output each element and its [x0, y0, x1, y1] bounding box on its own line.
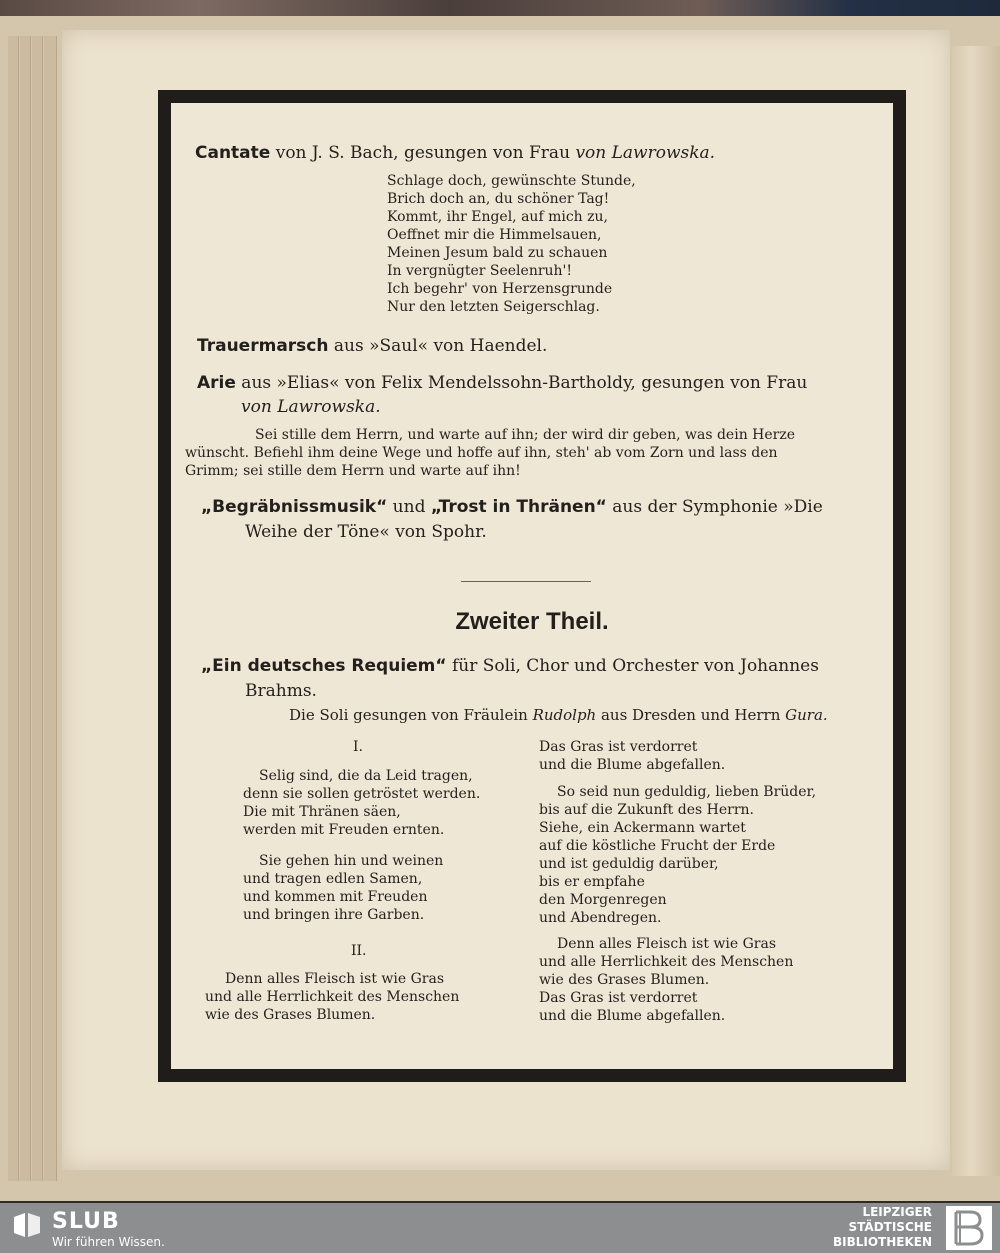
movement-number: I.: [353, 739, 363, 755]
slub-logo-icon: [12, 1211, 42, 1239]
movement-number: II.: [351, 943, 367, 959]
part-title: Zweiter Theil.: [455, 608, 609, 635]
spohr-line2: Weihe der Töne« von Spohr.: [245, 522, 487, 542]
footer-bar: [0, 1203, 1000, 1253]
program-content: Cantate von J. S. Bach, gesungen von Frau von Lawrowska. Schlage doch, gewünschte Stunde, Brich doch an, du schöner Tag! Kommt, ihr Engel, auf mich zu, Oeffnet mir die Himmelsauen, Meinen Jesum bald zu schauen In vergnügter Seelenruh'! Ich begehr' von Herzensgrunde Nur den letzten Seigerschlag. Trauermarsch aus »Saul« von Haendel. Arie aus »Elias« von Felix Mendelssohn-Bartholdy, gesungen von Frau von Lawrowska. Sei stille dem Herrn, und warte auf ihn; der wird dir geben, was dein Herze wünscht. Befiehl ihm deine Wege und hoffe auf ihn, steh' ab vom Zorn und lass den Grimm; sei stille dem Herrn und warte auf ihn! „Begräbnissmusik“ und „Trost in Thränen“ aus der Symphonie »Die Weihe der Töne« von Spohr. Zweiter Theil. „Ein deutsches Requiem“ für Soli, Chor und Orchester von Johannes Brahms. Die Soli gesungen von Fräulein Rudolph aus Dresden und Herrn Gura. I. Selig sind, die da Leid tragen, denn sie sollen getröstet werden. Die mit Thränen säen, werden mit Freuden ernten. Sie gehen hin und weinen und tragen edlen Samen, und kommen mit Freuden und bringen ihre Garben. II. Denn alles Fleisch ist wie Gras und alle Herrlichkeit des Menschen wie des Grases Blumen. Das Gras ist verdorret und die Blume abgefallen. So seid nun geduldig, lieben Brüder, bis auf die Zukunft des Herrn. Siehe, ein Ackermann wartet auf die köstliche Frucht der Erde und ist geduldig darüber, bis er empfahe den Morgenregen und Abendregen. Denn alles Fleisch ist wie Gras und alle Herrlichkeit des Menschen wie des Grases Blumen. Das Gras ist verdorret und die Blume abgefallen.: [171, 103, 893, 1069]
trauermarsch-heading: Trauermarsch aus »Saul« von Haendel.: [197, 336, 548, 356]
requiem-line2: Brahms.: [245, 681, 317, 701]
section-divider: [461, 581, 591, 582]
requiem-heading: „Ein deutsches Requiem“ für Soli, Chor und Orchester von Johannes: [201, 656, 819, 676]
arie-heading: Arie aus »Elias« von Felix Mendelssohn-Bartholdy, gesungen von Frau: [197, 373, 808, 393]
slub-tagline: Wir führen Wissen.: [52, 1235, 165, 1249]
library-logo-icon: [946, 1206, 992, 1250]
library-name: LEIPZIGER STÄDTISCHE BIBLIOTHEKEN: [832, 1205, 932, 1249]
requiem-soli: Die Soli gesungen von Fräulein Rudolph aus Dresden und Herrn Gura.: [289, 706, 828, 724]
cantate-heading: Cantate von J. S. Bach, gesungen von Frau von Lawrowska.: [195, 143, 716, 163]
spohr-heading: „Begräbnissmusik“ und „Trost in Thränen“ aus der Symphonie »Die: [201, 497, 823, 517]
black-border-frame: [158, 90, 906, 1082]
arie-singer: von Lawrowska.: [241, 397, 381, 417]
slub-name: SLUB: [52, 1209, 120, 1234]
